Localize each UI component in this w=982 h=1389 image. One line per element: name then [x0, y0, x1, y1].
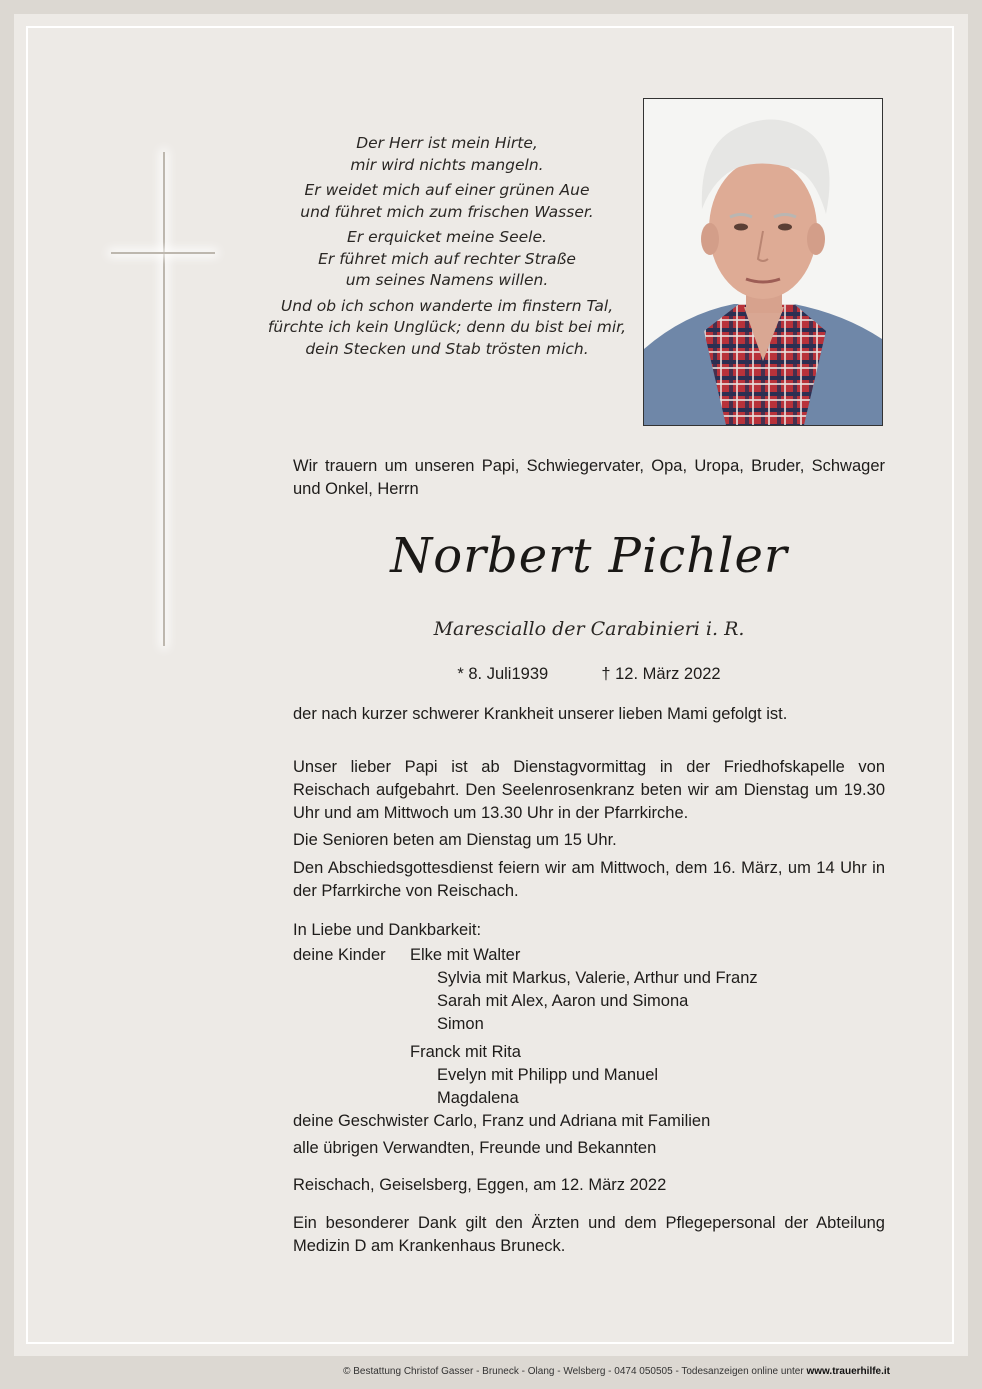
- psalm-stanza: [262, 133, 632, 176]
- grandchild-entry: Simon: [437, 1015, 484, 1033]
- psalm-line: Er erquicket meine Seele.: [347, 228, 547, 246]
- psalm-stanza: [262, 227, 632, 292]
- cross-vertical-bar: [163, 152, 165, 646]
- deceased-rank: Maresciallo der Carabinieri i. R.: [433, 618, 745, 640]
- grandchild-entry: Magdalena: [437, 1089, 519, 1107]
- grandchild-entry: Sarah mit Alex, Aaron und Simona: [437, 992, 689, 1010]
- psalm-line: und führet mich zum frischen Wasser.: [300, 202, 594, 221]
- life-dates: [293, 665, 885, 684]
- deceased-name: Norbert Pichler: [390, 528, 788, 584]
- child-entry: Franck mit Rita: [410, 1043, 521, 1061]
- relatives-entry: alle übrigen Verwandten, Freunde und Bekannten: [293, 1139, 657, 1157]
- psalm-line: Er führet mich auf rechter Straße: [318, 249, 576, 268]
- followed-text: der nach kurzer schwerer Krankheit unserer lieben Mami gefolgt ist.: [293, 705, 788, 723]
- cross-horizontal-bar: [111, 252, 215, 254]
- psalm-stanza: [262, 180, 632, 223]
- portrait-photo: [643, 98, 883, 426]
- psalm-line: Der Herr ist mein Hirte,: [356, 134, 538, 152]
- birth-date: * 8. Juli1939: [457, 665, 549, 683]
- psalm-verse: [262, 133, 632, 364]
- grandchild-entry: Sylvia mit Markus, Valerie, Arthur und Franz: [437, 969, 758, 987]
- child-entry: Elke mit Walter: [410, 946, 521, 964]
- info-paragraph-2: Die Senioren beten am Dienstag um 15 Uhr.: [293, 831, 617, 849]
- death-date: † 12. März 2022: [601, 665, 721, 683]
- intro-text: Wir trauern um unseren Papi, Schwiegervater, Opa, Uropa, Bruder, Schwager und Onkel, Herrn: [293, 457, 885, 498]
- mourners-heading: In Liebe und Dankbarkeit:: [293, 921, 482, 939]
- thanks-text: Ein besonderer Dank gilt den Ärzten und dem Pflegepersonal der Abteilung Medizin D am Krankenhaus Bruneck.: [293, 1214, 885, 1255]
- siblings-entry: deine Geschwister Carlo, Franz und Adriana mit Familien: [293, 1112, 711, 1130]
- footer-website-link[interactable]: www.trauerhilfe.it: [806, 1366, 890, 1377]
- psalm-line: um seines Namens willen.: [345, 271, 549, 289]
- portrait-illustration: [644, 99, 882, 425]
- children-label: deine Kinder: [293, 946, 386, 964]
- grandchild-entry: Evelyn mit Philipp und Manuel: [437, 1066, 659, 1084]
- place-date: Reischach, Geiselsberg, Eggen, am 12. März 2022: [293, 1176, 667, 1194]
- footer-text: © Bestattung Christof Gasser - Bruneck - Olang - Welsberg - 0474 050505 - Todesanzeigen online unter: [343, 1366, 804, 1377]
- psalm-line: dein Stecken und Stab trösten mich.: [305, 339, 589, 358]
- info-paragraph-3: Den Abschiedsgottesdienst feiern wir am Mittwoch, dem 16. März, um 14 Uhr in der Pfarrkirche von Reischach.: [293, 859, 885, 900]
- psalm-line: Er weidet mich auf einer grünen Aue: [304, 181, 590, 199]
- psalm-line: mir wird nichts mangeln.: [350, 155, 544, 174]
- psalm-line: fürchte ich kein Unglück; denn du bist bei mir,: [267, 318, 627, 336]
- footer-credit: [0, 1366, 890, 1377]
- psalm-line: Und ob ich schon wanderte im finstern Tal,: [280, 296, 614, 315]
- psalm-stanza: [262, 296, 632, 361]
- info-paragraph-1: Unser lieber Papi ist ab Dienstagvormittag in der Friedhofskapelle von Reischach aufgebahrt. Den Seelenrosenkranz beten wir am Dienstag um 19.30 Uhr und am Mittwoch um 13.30 Uhr in der Pfarrkirche.: [293, 758, 885, 822]
